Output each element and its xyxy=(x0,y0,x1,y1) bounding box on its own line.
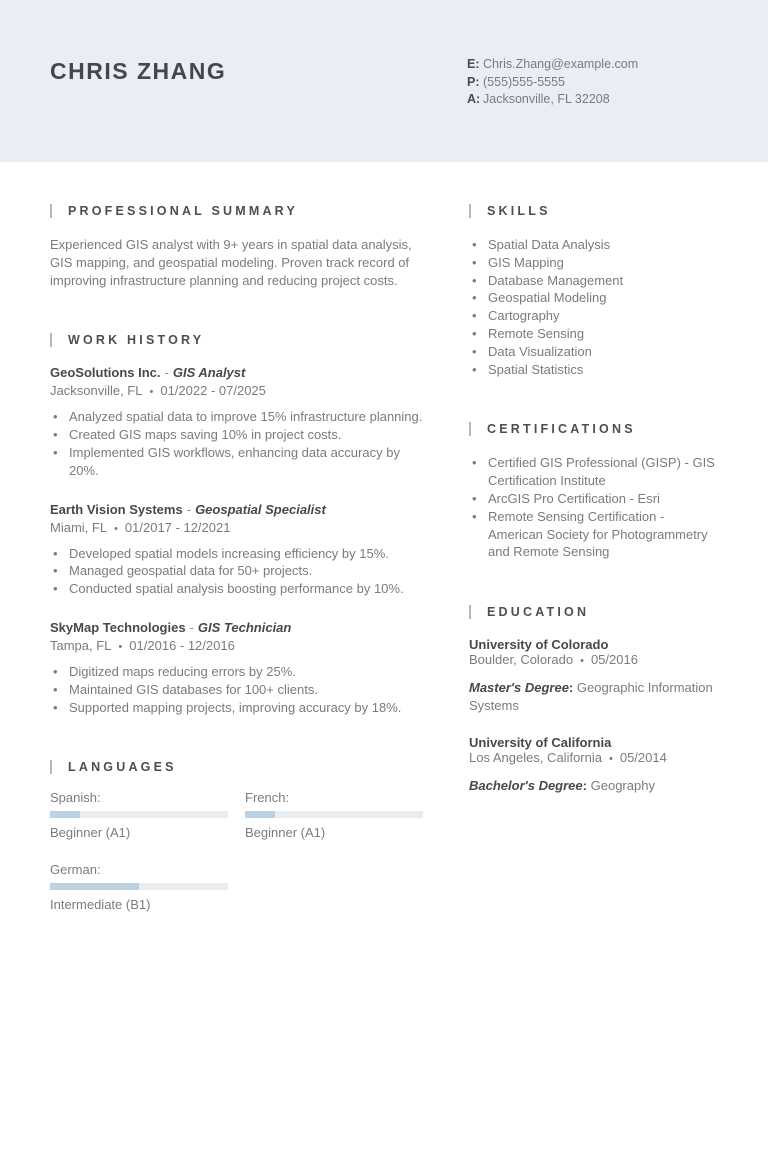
dash-separator: - xyxy=(189,619,194,635)
right-column xyxy=(469,204,722,956)
language-level: Beginner (A1) xyxy=(245,825,326,841)
section-marker xyxy=(469,204,471,218)
graduation-date: 05/2014 xyxy=(619,749,667,765)
skill-item: • GIS Mapping xyxy=(469,254,722,272)
job-dates: 01/2016 - 12/2016 xyxy=(129,637,235,653)
job-bullets xyxy=(50,408,423,479)
language-level: Beginner (A1) xyxy=(50,825,131,841)
phone-label: P: xyxy=(467,74,480,89)
dash-separator: - xyxy=(164,365,169,381)
certification-item: • Certified GIS Professional (GISP) - GIS Certification Institute xyxy=(469,454,722,490)
bullet-separator: • xyxy=(608,752,613,765)
language-progress-fill xyxy=(245,811,275,818)
job-dates: 01/2017 - 12/2021 xyxy=(124,519,231,535)
languages-grid xyxy=(50,790,423,912)
bullet-separator: • xyxy=(580,655,584,668)
email-label: E: xyxy=(467,57,480,71)
section-title-text: WORK HISTORY xyxy=(68,333,205,348)
section-title-text: LANGUAGES xyxy=(68,760,177,775)
job-dates: 01/2022 - 07/2025 xyxy=(160,383,266,399)
section-marker xyxy=(469,422,471,436)
language-item xyxy=(50,790,228,840)
skill-item: • Database Management xyxy=(469,272,722,290)
skills-title xyxy=(469,204,722,218)
certifications-list xyxy=(469,454,722,561)
bullet-separator: • xyxy=(118,640,123,653)
job-role: GIS Technician xyxy=(197,619,292,635)
job-location: Miami, FL xyxy=(50,519,108,535)
degree-field: Geography xyxy=(590,777,655,793)
job-bullets xyxy=(50,663,423,716)
education-entry xyxy=(469,735,722,795)
contact-address-row xyxy=(467,91,720,109)
degree-name: Bachelor's Degree xyxy=(469,777,583,793)
job-bullet: • Analyzed spatial data to improve 15% infrastructure planning. xyxy=(50,408,423,426)
job-bullets xyxy=(50,545,423,598)
contact-email-row xyxy=(467,56,720,74)
dash-separator: - xyxy=(186,501,192,517)
language-item xyxy=(50,862,228,912)
section-title-text: EDUCATION xyxy=(487,605,590,620)
education-title xyxy=(469,605,722,619)
job-entry xyxy=(50,502,423,598)
bullet-separator: • xyxy=(114,522,118,535)
contact-phone-row xyxy=(467,74,720,92)
section-certifications xyxy=(469,422,722,561)
language-item xyxy=(245,790,423,840)
degree-field: Geographic Information Systems xyxy=(469,680,713,713)
section-title-text: SKILLS xyxy=(487,204,551,218)
certification-item: • ArcGIS Pro Certification - Esri xyxy=(469,490,722,508)
company-name: SkyMap Technologies xyxy=(50,619,186,635)
section-education xyxy=(469,605,722,794)
skill-item: • Spatial Data Analysis xyxy=(469,236,722,254)
job-bullet: • Supported mapping projects, improving accuracy by 18%. xyxy=(50,699,423,717)
section-skills xyxy=(469,204,722,378)
degree-line xyxy=(469,679,722,715)
skill-item: • Remote Sensing xyxy=(469,325,722,343)
skill-item: • Cartography xyxy=(469,307,722,325)
job-bullet: • Maintained GIS databases for 100+ clients. xyxy=(50,681,423,699)
section-marker xyxy=(50,333,52,347)
job-title-line xyxy=(50,502,423,517)
contact-block xyxy=(467,56,720,109)
certification-item: • Remote Sensing Certification - American Society for Photogrammetry and Remote Sensing xyxy=(469,508,722,561)
education-entry xyxy=(469,637,722,715)
school-meta-line xyxy=(469,750,722,765)
degree-line xyxy=(469,777,722,795)
job-role: GIS Analyst xyxy=(172,365,246,381)
language-progress-fill xyxy=(50,883,139,890)
section-marker xyxy=(469,605,471,619)
work-history-title xyxy=(50,333,423,347)
degree-name: Master's Degree xyxy=(469,680,569,696)
language-progress-fill xyxy=(50,811,80,818)
job-bullet: • Developed spatial models increasing efficiency by 15%. xyxy=(50,545,423,563)
school-meta-line xyxy=(469,652,722,667)
company-name: Earth Vision Systems xyxy=(50,501,183,517)
job-entry xyxy=(50,365,423,479)
professional-summary-title xyxy=(50,204,423,218)
section-marker xyxy=(50,204,52,218)
job-role: Geospatial Specialist xyxy=(195,501,326,517)
bullet-separator: • xyxy=(149,386,154,399)
job-bullet: • Implemented GIS workflows, enhancing data accuracy by 20%. xyxy=(50,444,423,480)
job-meta-line xyxy=(50,520,423,535)
job-title-line xyxy=(50,365,423,380)
language-name: German: xyxy=(50,862,101,878)
left-column xyxy=(50,204,423,956)
school-name: University of Colorado xyxy=(469,637,609,653)
language-progress-track xyxy=(50,811,228,818)
resume-body xyxy=(0,162,768,956)
job-meta-line xyxy=(50,383,423,398)
graduation-date: 05/2016 xyxy=(590,652,638,668)
phone-value: (555)555-5555 xyxy=(483,74,566,89)
colon-separator: : xyxy=(568,680,574,696)
skill-item: • Data Visualization xyxy=(469,343,722,361)
email-value: Chris.Zhang@example.com xyxy=(483,57,639,71)
address-label: A: xyxy=(467,92,481,106)
section-title-text: CERTIFICATIONS xyxy=(487,422,636,437)
language-progress-track xyxy=(50,883,228,890)
job-location: Jacksonville, FL xyxy=(50,383,143,399)
job-location: Tampa, FL xyxy=(50,637,112,653)
certifications-title xyxy=(469,422,722,436)
section-marker xyxy=(50,760,52,774)
section-professional-summary xyxy=(50,204,423,289)
job-bullet: • Managed geospatial data for 50+ projects. xyxy=(50,562,423,580)
company-name: GeoSolutions Inc. xyxy=(50,365,161,381)
section-languages xyxy=(50,760,423,912)
candidate-name: CHRIS ZHANG xyxy=(50,58,227,84)
skill-item: • Geospatial Modeling xyxy=(469,289,722,307)
section-title-text: PROFESSIONAL SUMMARY xyxy=(68,204,298,218)
colon-separator: : xyxy=(582,777,587,793)
language-name: French: xyxy=(245,790,290,806)
language-name: Spanish: xyxy=(50,790,101,806)
school-location: Boulder, Colorado xyxy=(469,652,574,668)
school-name: University of California xyxy=(469,734,612,750)
job-title-line xyxy=(50,620,423,635)
skill-item: • Spatial Statistics xyxy=(469,361,722,379)
job-bullet: • Created GIS maps saving 10% in project costs. xyxy=(50,426,423,444)
languages-title xyxy=(50,760,423,774)
school-location: Los Angeles, California xyxy=(469,749,602,765)
language-progress-track xyxy=(245,811,423,818)
skills-list xyxy=(469,236,722,378)
address-value: Jacksonville, FL 32208 xyxy=(483,92,610,106)
job-bullet: • Conducted spatial analysis boosting performance by 10%. xyxy=(50,580,423,598)
job-meta-line xyxy=(50,638,423,653)
summary-text: Experienced GIS analyst with 9+ years in spatial data analysis, GIS mapping, and geospatial modeling. Proven track record of improving infrastructure planning and reducing project costs. xyxy=(50,237,412,288)
job-entry xyxy=(50,620,423,716)
language-level: Intermediate (B1) xyxy=(50,897,151,913)
section-work-history xyxy=(50,333,423,716)
job-bullet: • Digitized maps reducing errors by 25%. xyxy=(50,663,423,681)
resume-header xyxy=(0,0,768,162)
